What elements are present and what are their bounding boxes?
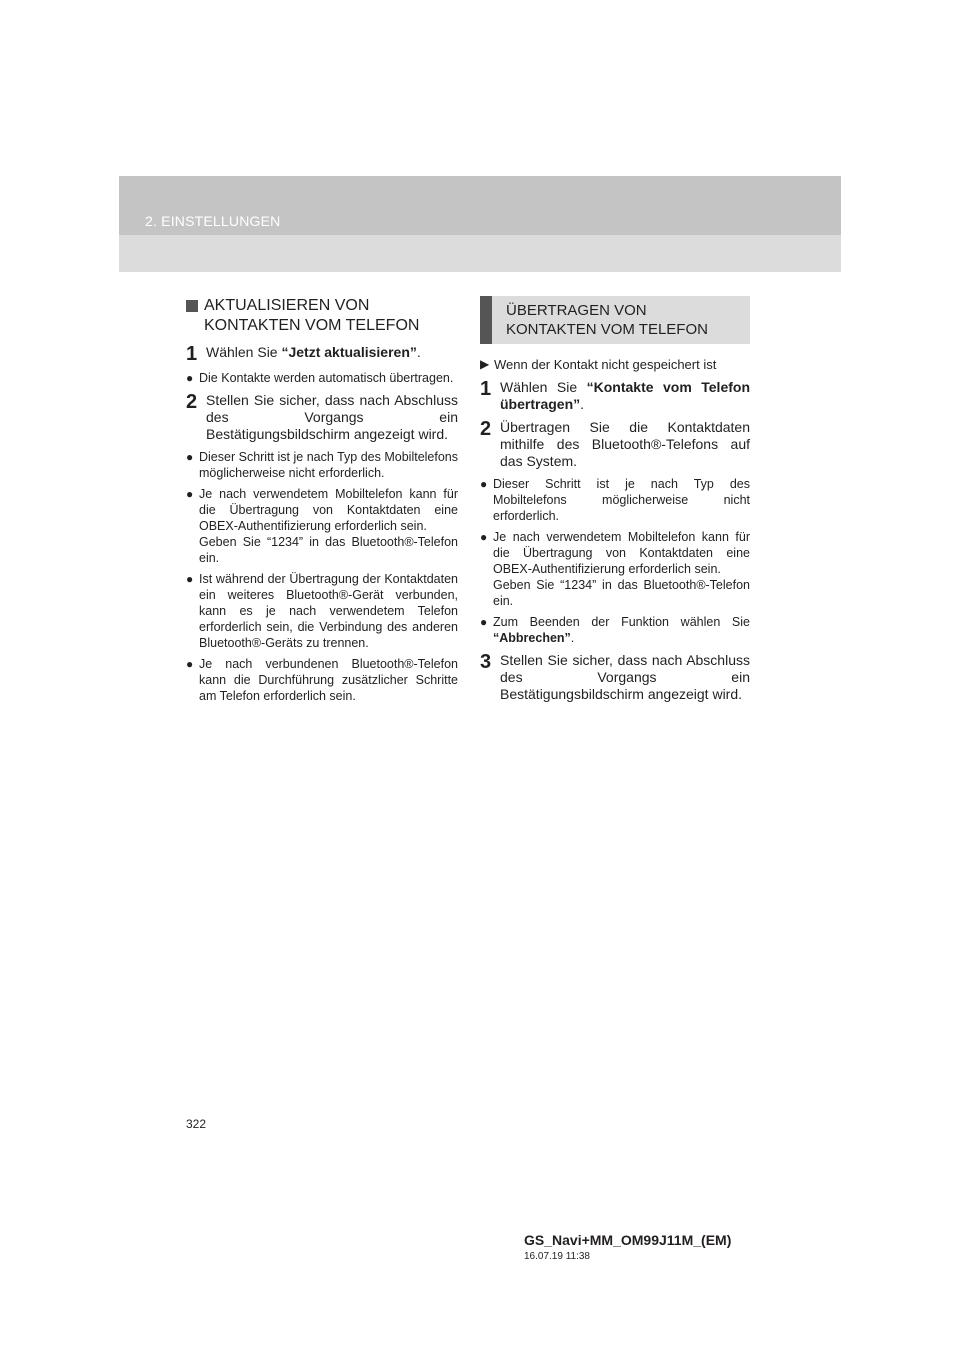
bullet-icon: ● [186, 657, 194, 671]
left-bullet-5: ● Je nach verbundenen Bluetooth®-Telefon kann die Durchführung zusätzlicher Schritte am Telefon erforderlich sein. [186, 657, 458, 703]
print-timestamp: 16.07.19 11:38 [524, 1251, 590, 1262]
bullet-icon: ● [186, 371, 194, 385]
left-column [186, 296, 458, 709]
left-bullet-2: ● Dieser Schritt ist je nach Typ des Mobiltelefons möglicherweise nicht erforderlich. [186, 450, 458, 480]
left-heading: AKTUALISIEREN VON KONTAKTEN VOM TELEFON [186, 296, 458, 336]
heading-bar [480, 296, 492, 344]
bullet-icon: ● [186, 572, 194, 586]
left-step-1: 1 Wählen Sie “Jetzt aktualisieren”. [186, 343, 421, 365]
right-step-2: 2 Übertragen Sie die Kontaktdaten mithilfe des Bluetooth®-Telefons auf das System. [480, 418, 750, 469]
right-bullet-2: ● Je nach verwendetem Mobiltelefon kann für die Übertragung von Kontaktdaten eine OBEX-Authentifizierung erforderlich sein. Geben Sie “1234” in das Bluetooth®-Telefon ein. [480, 530, 750, 608]
bullet-icon: ● [186, 450, 194, 464]
condition-item: ▶ Wenn der Kontakt nicht gespeichert ist [480, 357, 717, 372]
square-bullet-icon [186, 300, 198, 312]
right-bullet-3: ● Zum Beenden der Funktion wählen Sie “Abbrechen”. [480, 615, 750, 645]
left-bullet-1: ● Die Kontakte werden automatisch übertragen. [186, 371, 454, 385]
bullet-icon: ● [480, 615, 488, 629]
bullet-icon: ● [480, 530, 488, 544]
left-step-2: 2 Stellen Sie sicher, dass nach Abschluss des Vorgangs ein Bestätigungsbildschirm angezeigt wird. [186, 391, 458, 442]
left-bullet-4: ● Ist während der Übertragung der Kontaktdaten ein weiteres Bluetooth®-Gerät verbunden, kann es je nach verwendetem Telefon erforderlich sein, die Verbindung des anderen Bluetooth®-Geräts zu trennen. [186, 572, 458, 650]
right-step-1: 1 Wählen Sie “Kontakte vom Telefon übertragen”. [480, 378, 750, 412]
right-heading: ÜBERTRAGEN VON KONTAKTEN VOM TELEFON [480, 296, 750, 344]
right-column [480, 296, 750, 709]
left-bullet-3: ● Je nach verwendetem Mobiltelefon kann für die Übertragung von Kontaktdaten eine OBEX-Authentifizierung erforderlich sein. Geben Sie “1234” in das Bluetooth®-Telefon ein. [186, 487, 458, 565]
page-number: 322 [186, 1117, 207, 1131]
bullet-icon: ● [480, 477, 488, 491]
bullet-icon: ● [186, 487, 194, 501]
right-step-3: 3 Stellen Sie sicher, dass nach Abschluss des Vorgangs ein Bestätigungsbildschirm angezeigt wird. [480, 651, 750, 702]
header-band [119, 176, 841, 272]
triangle-arrow-icon: ▶ [480, 357, 490, 371]
section-title: 2. EINSTELLUNGEN [145, 213, 281, 229]
right-bullet-1: ● Dieser Schritt ist je nach Typ des Mobiltelefons möglicherweise nicht erforderlich. [480, 477, 750, 523]
document-code: GS_Navi+MM_OM99J11M_(EM) [524, 1232, 732, 1248]
header-top-bar [119, 176, 841, 235]
